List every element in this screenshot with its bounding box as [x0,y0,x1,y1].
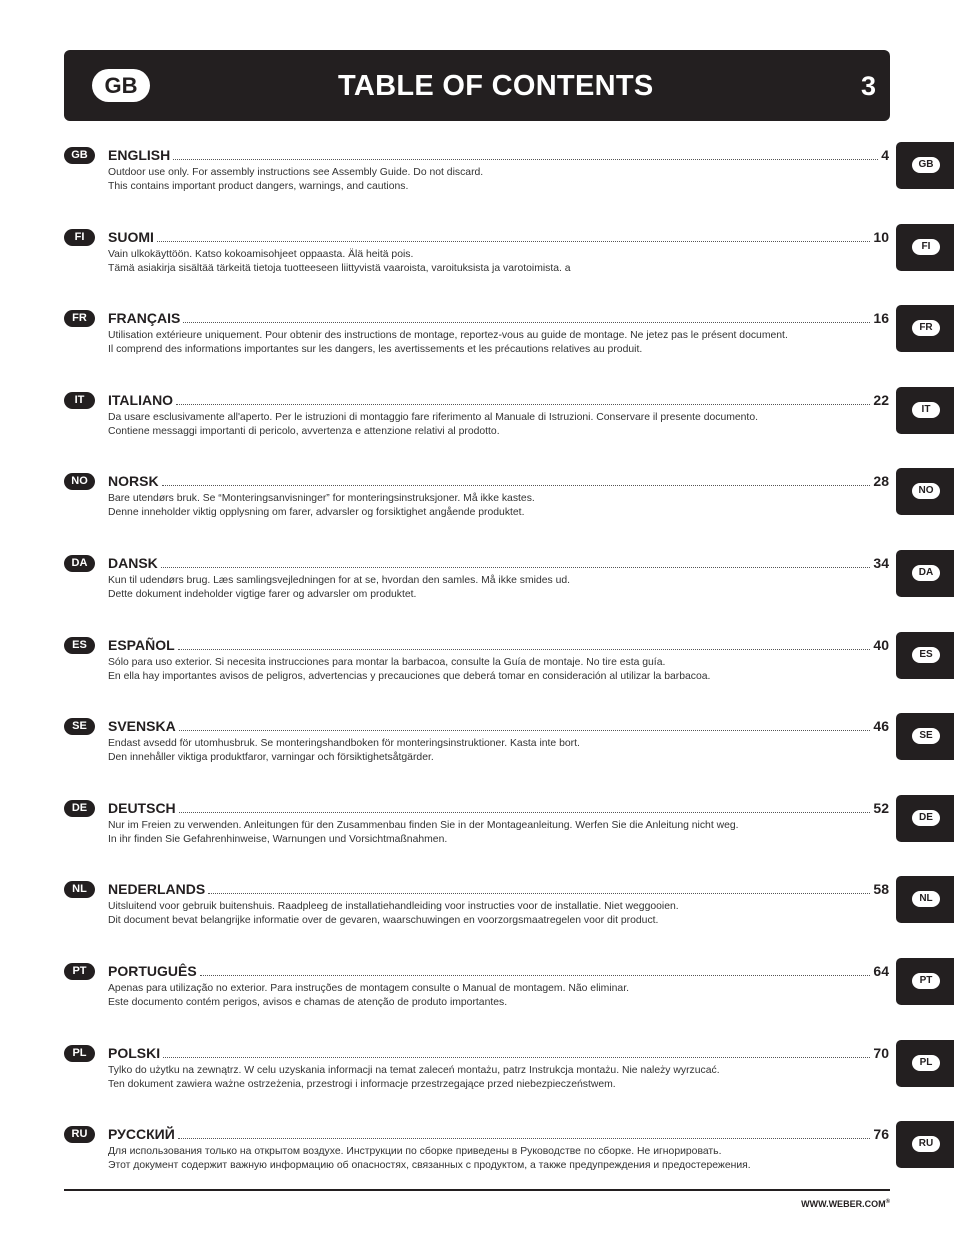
language-code-badge: GB [64,147,95,164]
dot-leader [157,240,871,242]
page-ref: 64 [873,963,889,979]
description-line: Utilisation extérieure uniquement. Pour obtenir des instructions de montage, reportez-vous au guide de montage. Ne jetez pas le présent document. [108,330,788,342]
side-tab[interactable] [896,876,954,923]
description-line: In ihr finden Sie Gefahrenhinweise, Warnungen und Vorsichtmaßnahmen. [108,833,448,845]
description-line: Vain ulkokäyttöön. Katso kokoamisohjeet oppaasta. Älä heitä pois. [108,248,414,260]
language-name: ESPAÑOL [108,636,175,653]
page-ref: 52 [873,799,889,816]
language-badge: GB [92,69,150,102]
toc-line [108,1042,889,1062]
side-tab[interactable] [896,958,954,1005]
language-code-badge: PT [64,963,95,980]
side-tab[interactable] [896,1040,954,1087]
dot-leader [163,1056,870,1058]
language-code-badge: SE [64,718,95,735]
toc-line [108,226,889,246]
language-name: NORSK [108,473,159,490]
dot-leader [183,321,870,323]
dot-leader [179,729,871,731]
page-ref: 46 [873,718,889,735]
description-line: Bare utendørs bruk. Se “Monteringsanvisninger” for monteringsinstruksjoner. Må ikke kastes. [108,493,535,505]
description-line: Contiene messaggi importanti di pericolo, avvertenza e attenzione relativi al prodotto. [108,425,500,437]
toc-entry[interactable] [64,1042,890,1102]
toc-line [108,389,889,409]
dot-leader [176,403,870,405]
side-tab[interactable] [896,224,954,271]
description [108,329,888,357]
description-line: Il comprend des informations importantes sur les dangers, les avertissements et les précautions relatives au produit. [108,344,643,356]
toc-line [108,878,889,898]
description [108,1145,888,1173]
page-ref: 34 [873,555,889,571]
page-ref: 70 [873,1044,889,1061]
page-ref: 76 [873,1126,889,1143]
toc-line [108,307,889,327]
language-code-badge: RU [64,1126,95,1143]
description-line: Tylko do użytku na zewnątrz. W celu uzyskania informacji na temat zaleceń montażu, patrz Instrukcja montażu. Nie należy wyrzucać. [108,1064,720,1076]
toc-line [108,715,889,735]
toc-entry[interactable] [64,878,890,938]
description-line: Dit document bevat belangrijke informatie over de gevaren, waarschuwingen en voorzorgsmaatregelen voor dit product. [108,915,659,927]
side-tab-label: SE [912,728,940,744]
language-code-badge: DE [64,800,95,817]
language-name: ITALIANO [108,391,174,408]
side-tab[interactable] [896,713,954,760]
side-tab-label: DA [912,565,940,581]
description-line: Uitsluitend voor gebruik buitenshuis. Raadpleeg de installatiehandleiding voor instructies voor de installatie. Niet weggooien. [108,901,679,913]
description-line: En ella hay importantes avisos de peligros, advertencias y precauciones que deberá tomar en consideración al utilizar la barbacoa. [108,670,711,682]
language-code-badge: FR [64,310,95,327]
side-tab-label: ES [912,647,940,663]
side-tab[interactable] [896,1121,954,1168]
description-line: Da usare esclusivamente all'aperto. Per le istruzioni di montaggio fare riferimento al Manuale di Istruzioni. Conservare il presente documento. [108,411,758,423]
side-tab-label: FR [912,320,940,336]
side-tab-label: IT [912,402,940,418]
language-name: РУССКИЙ [108,1126,175,1143]
toc-line [108,797,889,817]
page-number: 3 [860,71,876,101]
description-line: Nur im Freien zu verwenden. Anleitungen für den Zusammenbau finden Sie in der Montageanleitung. Werfen Sie die Anleitung nicht weg. [108,819,739,831]
page-ref: 10 [873,228,889,245]
toc-entry[interactable] [64,226,890,286]
description-line: Ten dokument zawiera ważne ostrzeżenia, przestrogi i informacje przestrzegające przed niebezpieczeństwem. [108,1078,616,1090]
description-line: Este documento contém perigos, avisos e chamas de atenção de produto importantes. [108,997,508,1008]
language-name: POLSKI [108,1044,161,1061]
description [108,656,888,684]
description-line: Endast avsedd för utomhusbruk. Se monteringshandboken för monteringsinstruktioner. Kasta inte bort. [108,738,580,750]
language-code-badge: PL [64,1045,95,1062]
language-name: DEUTSCH [108,799,176,816]
toc-entry[interactable] [64,960,890,1020]
description-line: Tämä asiakirja sisältää tärkeitä tietoja tuotteeseen liittyvistä vaaroista, varoituksista ja varotoimista. a [108,262,571,274]
side-tab-label: DE [912,810,940,826]
description [108,1064,888,1092]
description-line: Apenas para utilização no exterior. Para instruções de montagem consulte o Manual de montagem. Não eliminar. [108,983,629,994]
toc-line [108,1123,889,1143]
language-name: SVENSKA [108,718,176,735]
page-ref: 4 [881,147,889,163]
side-tab[interactable] [896,468,954,515]
language-name: DANSK [108,555,158,571]
footer-divider [64,1189,890,1191]
toc-entry[interactable] [64,552,890,612]
description-line: Dette dokument indeholder vigtige farer og advarsler om produktet. [108,589,417,600]
side-tab-label: NL [912,891,940,907]
dot-leader [161,566,871,568]
language-code-badge: FI [64,229,95,246]
description-line: Den innehåller viktiga produktfaror, varningar och försiktighetsåtgärder. [108,752,434,764]
language-name: ENGLISH [108,147,171,163]
page-ref: 16 [873,310,889,327]
page-ref: 58 [873,881,889,898]
language-name: FRANÇAIS [108,310,181,327]
dot-leader [178,1137,871,1139]
language-code-badge: IT [64,392,95,409]
dot-leader [178,648,871,650]
description-line: This contains important product dangers, warnings, and cautions. [108,181,409,192]
side-tab-label: RU [912,1136,940,1152]
description-line: Для использования только на открытом воздухе. Инструкции по сборке приведены в Руководстве по сборке. Не игнорировать. [108,1146,722,1158]
description [108,982,888,1010]
page-title: TABLE OF CONTENTS [338,70,654,102]
language-code-badge: ES [64,637,95,654]
dot-leader [162,484,871,486]
toc-entry[interactable] [64,797,890,857]
side-tab[interactable] [896,142,954,189]
toc-line [108,144,889,164]
language-code-badge: DA [64,555,95,572]
description [108,492,888,520]
description-line: Denne inneholder viktig opplysning om farer, advarsler og forsiktighet angående produktet. [108,507,525,519]
toc-entry[interactable] [64,144,890,204]
language-code-badge: NL [64,881,95,898]
toc-line [108,470,889,490]
dot-leader [208,892,870,894]
side-tab[interactable] [896,305,954,352]
side-tab[interactable] [896,795,954,842]
description [108,166,888,194]
dot-leader [173,158,878,160]
description [108,900,888,928]
description-line: Kun til udendørs brug. Læs samlingsvejledningen for at se, hvordan den samles. Må ikke smides ud. [108,575,571,586]
toc-entry[interactable] [64,1123,890,1183]
side-tab[interactable] [896,387,954,434]
toc-line [108,552,889,572]
language-name: NEDERLANDS [108,881,206,898]
toc-entry[interactable] [64,307,890,367]
side-tab-label: PL [912,1055,940,1071]
language-name: SUOMI [108,228,154,245]
header-bar [64,50,890,121]
page-ref: 28 [873,473,889,490]
description-line: Outdoor use only. For assembly instructions see Assembly Guide. Do not discard. [108,167,484,178]
toc-entry[interactable] [64,715,890,775]
toc-entry[interactable] [64,389,890,449]
description [108,411,888,439]
description [108,574,888,602]
description [108,819,888,847]
toc-entry[interactable] [64,470,890,530]
side-tab[interactable] [896,550,954,597]
side-tab-label: FI [912,239,940,255]
toc-entry[interactable] [64,634,890,694]
description-line: Этот документ содержит важную информацию об опасностях, связанных с продуктом, а также предупреждения и предостережения. [108,1160,751,1172]
dot-leader [179,811,871,813]
side-tab-label: NO [912,483,940,499]
description [108,248,888,276]
page-ref: 40 [873,636,889,653]
page-ref: 22 [873,391,889,408]
toc-line [108,634,889,654]
side-tab-label: PT [912,973,940,989]
description [108,737,888,765]
side-tab[interactable] [896,632,954,679]
language-code-badge: NO [64,473,95,490]
description-line: Sólo para uso exterior. Si necesita instrucciones para montar la barbacoa, consulte la Guía de montaje. No tire esta guía. [108,656,666,668]
toc-line [108,960,889,980]
dot-leader [200,974,871,976]
footer-url[interactable]: WWW.WEBER.COM® [801,1199,890,1209]
language-name: PORTUGUÊS [108,963,197,979]
side-tab-label: GB [912,157,940,173]
